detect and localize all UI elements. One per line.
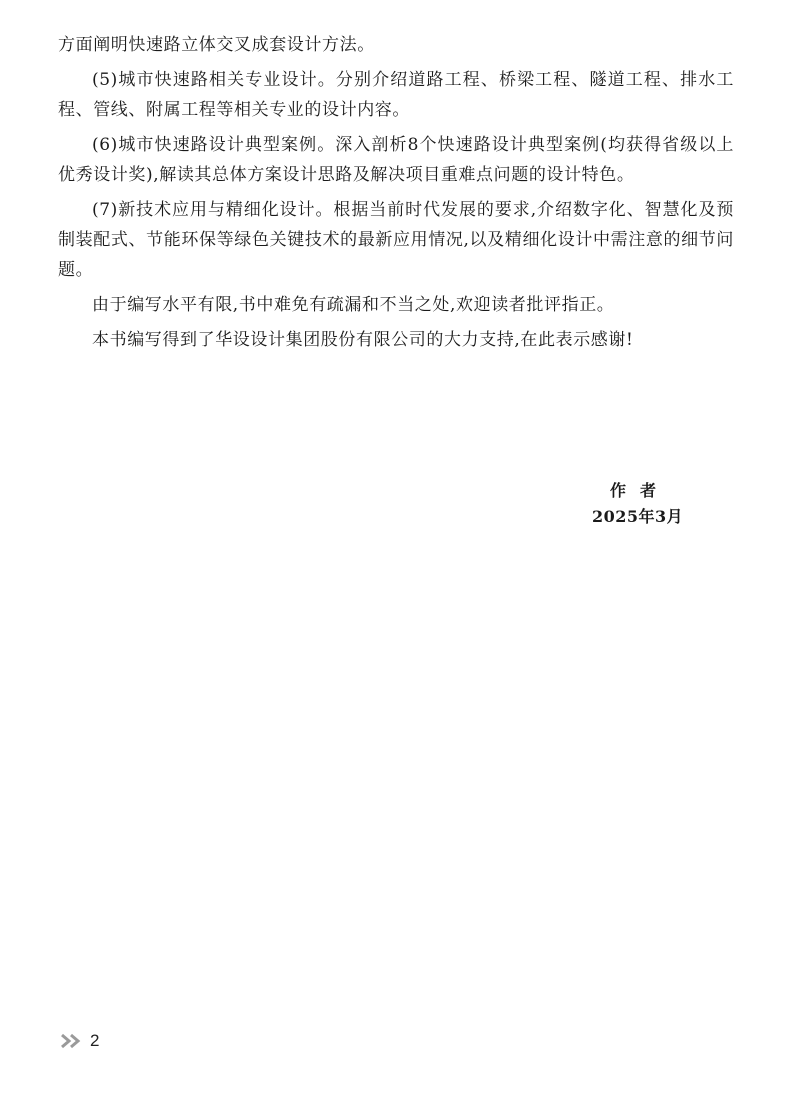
signature-date: 2025年3月: [592, 507, 684, 526]
body-text: [58, 30, 734, 360]
page-number: 2: [90, 1031, 100, 1050]
signature-author: 作者: [610, 481, 671, 500]
paragraph-item-5: (5)城市快速路相关专业设计。分别介绍道路工程、桥梁工程、隧道工程、排水工程、管线、附属工程等相关专业的设计内容。: [58, 70, 734, 120]
paragraph-continuation: 方面阐明快速路立体交叉成套设计方法。: [58, 35, 375, 55]
double-chevron-right-icon: [60, 1033, 82, 1049]
page-footer: [60, 1028, 99, 1054]
paragraph-acknowledgement: 本书编写得到了华设设计集团股份有限公司的大力支持,在此表示感谢!: [92, 330, 634, 350]
paragraph-item-6: (6)城市快速路设计典型案例。深入剖析8个快速路设计典型案例(均获得省级以上优秀设计奖),解读其总体方案设计思路及解决项目重难点问题的设计特色。: [58, 135, 734, 185]
paragraph-apology: 由于编写水平有限,书中难免有疏漏和不当之处,欢迎读者批评指正。: [92, 295, 615, 315]
paragraph-item-7: (7)新技术应用与精细化设计。根据当前时代发展的要求,介绍数字化、智慧化及预制装配式、节能环保等绿色关键技术的最新应用情况,以及精细化设计中需注意的细节问题。: [58, 200, 734, 280]
signature-block: [560, 478, 690, 530]
